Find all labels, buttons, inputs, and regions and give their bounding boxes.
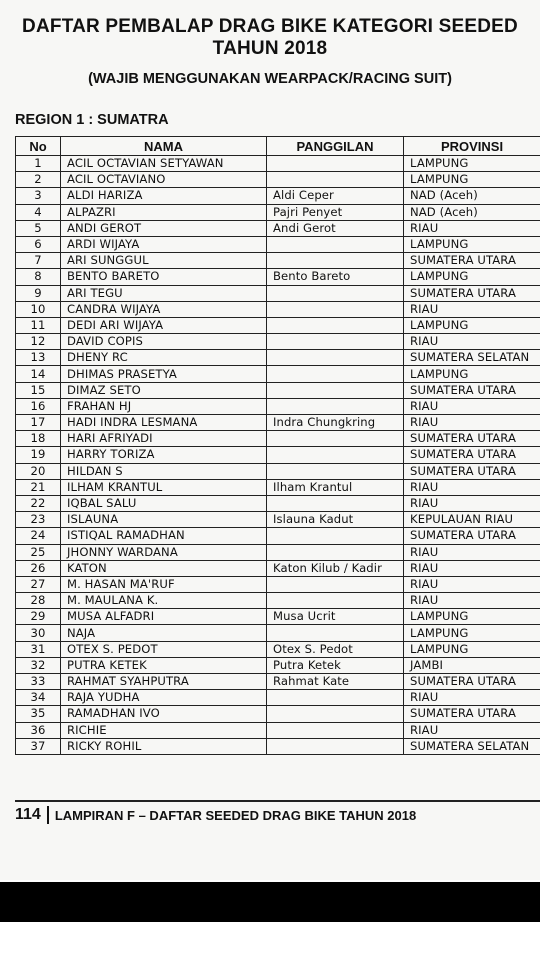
page-number: 114 xyxy=(15,806,41,823)
table-row xyxy=(16,512,540,528)
cell-nama: M. HASAN MA'RUF xyxy=(61,576,267,592)
cell-nama: ALDI HARIZA xyxy=(61,188,267,204)
table-row xyxy=(16,204,540,220)
cell-no: 33 xyxy=(16,674,61,690)
cell-no: 13 xyxy=(16,350,61,366)
cell-panggilan xyxy=(267,528,404,544)
cell-no: 16 xyxy=(16,398,61,414)
table-row xyxy=(16,609,540,625)
cell-panggilan: Ilham Krantul xyxy=(267,479,404,495)
page-subtitle: (WAJIB MENGGUNAKAN WEARPACK/RACING SUIT) xyxy=(88,71,452,87)
footer-caption: LAMPIRAN F – DAFTAR SEEDED DRAG BIKE TAHUN 2018 xyxy=(54,807,417,823)
cell-no: 28 xyxy=(16,593,61,609)
cell-panggilan xyxy=(267,706,404,722)
table-row xyxy=(16,738,540,754)
cell-no: 5 xyxy=(16,220,61,236)
cell-panggilan: Katon Kilub / Kadir xyxy=(267,560,404,576)
cell-provinsi: RIAU xyxy=(404,593,540,609)
cell-no: 22 xyxy=(16,495,61,511)
cell-no: 34 xyxy=(16,690,61,706)
cell-panggilan xyxy=(267,431,404,447)
page-footer xyxy=(15,806,416,824)
cell-panggilan xyxy=(267,690,404,706)
cell-provinsi: SUMATERA UTARA xyxy=(404,463,540,479)
cell-nama: ARDI WIJAYA xyxy=(61,236,267,252)
cell-panggilan xyxy=(267,172,404,188)
cell-provinsi: RIAU xyxy=(404,479,540,495)
cell-panggilan xyxy=(267,350,404,366)
cell-nama: NAJA xyxy=(61,625,267,641)
cell-provinsi: SUMATERA UTARA xyxy=(404,431,540,447)
table-row xyxy=(16,706,540,722)
cell-no: 25 xyxy=(16,544,61,560)
cell-provinsi: NAD (Aceh) xyxy=(404,204,540,220)
cell-nama: HARRY TORIZA xyxy=(61,447,267,463)
table-row xyxy=(16,269,540,285)
cell-panggilan xyxy=(267,156,404,172)
table-row xyxy=(16,317,540,333)
cell-panggilan xyxy=(267,593,404,609)
cell-provinsi: RIAU xyxy=(404,544,540,560)
cell-nama: RAHMAT SYAHPUTRA xyxy=(61,674,267,690)
table-row xyxy=(16,285,540,301)
cell-no: 12 xyxy=(16,334,61,350)
table-row xyxy=(16,188,540,204)
table-row xyxy=(16,560,540,576)
cell-provinsi: LAMPUNG xyxy=(404,641,540,657)
page-title: DAFTAR PEMBALAP DRAG BIKE KATEGORI SEEDED xyxy=(22,16,518,37)
cell-provinsi: LAMPUNG xyxy=(404,236,540,252)
cell-provinsi: SUMATERA UTARA xyxy=(404,382,540,398)
cell-nama: DHIMAS PRASETYA xyxy=(61,366,267,382)
table-row xyxy=(16,576,540,592)
cell-provinsi: SUMATERA UTARA xyxy=(404,706,540,722)
table-row xyxy=(16,382,540,398)
cell-provinsi: SUMATERA UTARA xyxy=(404,253,540,269)
cell-nama: ISTIQAL RAMADHAN xyxy=(61,528,267,544)
table-row xyxy=(16,253,540,269)
cell-provinsi: RIAU xyxy=(404,722,540,738)
cell-no: 36 xyxy=(16,722,61,738)
cell-provinsi: LAMPUNG xyxy=(404,269,540,285)
cell-panggilan xyxy=(267,738,404,754)
cell-panggilan: Islauna Kadut xyxy=(267,512,404,528)
table-row xyxy=(16,366,540,382)
cell-nama: BENTO BARETO xyxy=(61,269,267,285)
cell-nama: PUTRA KETEK xyxy=(61,657,267,673)
cell-nama: RICKY ROHIL xyxy=(61,738,267,754)
table-row xyxy=(16,172,540,188)
cell-no: 32 xyxy=(16,657,61,673)
cell-no: 2 xyxy=(16,172,61,188)
cell-panggilan: Andi Gerot xyxy=(267,220,404,236)
cell-panggilan: Bento Bareto xyxy=(267,269,404,285)
cell-no: 15 xyxy=(16,382,61,398)
cell-nama: OTEX S. PEDOT xyxy=(61,641,267,657)
cell-nama: RAMADHAN IVO xyxy=(61,706,267,722)
table-row xyxy=(16,220,540,236)
cell-provinsi: LAMPUNG xyxy=(404,172,540,188)
cell-nama: ANDI GEROT xyxy=(61,220,267,236)
cell-panggilan xyxy=(267,722,404,738)
cell-panggilan xyxy=(267,625,404,641)
screen-black-bar xyxy=(0,882,540,922)
cell-nama: MUSA ALFADRI xyxy=(61,609,267,625)
cell-provinsi: RIAU xyxy=(404,576,540,592)
cell-nama: ISLAUNA xyxy=(61,512,267,528)
cell-panggilan: Pajri Penyet xyxy=(267,204,404,220)
cell-no: 26 xyxy=(16,560,61,576)
table-row xyxy=(16,690,540,706)
cell-no: 29 xyxy=(16,609,61,625)
cell-no: 9 xyxy=(16,285,61,301)
cell-panggilan xyxy=(267,301,404,317)
cell-panggilan xyxy=(267,398,404,414)
cell-panggilan xyxy=(267,576,404,592)
cell-provinsi: RIAU xyxy=(404,560,540,576)
cell-no: 3 xyxy=(16,188,61,204)
cell-no: 4 xyxy=(16,204,61,220)
cell-nama: RICHIE xyxy=(61,722,267,738)
page-title-year: TAHUN 2018 xyxy=(212,38,328,59)
cell-panggilan xyxy=(267,447,404,463)
cell-provinsi: RIAU xyxy=(404,495,540,511)
cell-provinsi: KEPULAUAN RIAU xyxy=(404,512,540,528)
cell-provinsi: RIAU xyxy=(404,415,540,431)
table-row xyxy=(16,479,540,495)
cell-nama: ALPAZRI xyxy=(61,204,267,220)
cell-no: 8 xyxy=(16,269,61,285)
cell-panggilan xyxy=(267,366,404,382)
cell-provinsi: NAD (Aceh) xyxy=(404,188,540,204)
cell-provinsi: RIAU xyxy=(404,690,540,706)
table-row xyxy=(16,156,540,172)
cell-panggilan xyxy=(267,236,404,252)
cell-no: 19 xyxy=(16,447,61,463)
table-row xyxy=(16,657,540,673)
cell-no: 30 xyxy=(16,625,61,641)
cell-no: 31 xyxy=(16,641,61,657)
cell-nama: DHENY RC xyxy=(61,350,267,366)
cell-no: 1 xyxy=(16,156,61,172)
table-row xyxy=(16,722,540,738)
table-row xyxy=(16,350,540,366)
cell-provinsi: RIAU xyxy=(404,398,540,414)
table-header-row xyxy=(16,137,540,156)
cell-no: 35 xyxy=(16,706,61,722)
cell-provinsi: LAMPUNG xyxy=(404,366,540,382)
table-row xyxy=(16,674,540,690)
table-row xyxy=(16,625,540,641)
column-header-no: No xyxy=(16,137,61,156)
cell-provinsi: SUMATERA UTARA xyxy=(404,447,540,463)
cell-no: 20 xyxy=(16,463,61,479)
cell-nama: FRAHAN HJ xyxy=(61,398,267,414)
cell-panggilan xyxy=(267,253,404,269)
cell-no: 37 xyxy=(16,738,61,754)
cell-panggilan xyxy=(267,544,404,560)
cell-panggilan: Aldi Ceper xyxy=(267,188,404,204)
column-header-panggilan: PANGGILAN xyxy=(267,137,404,156)
cell-provinsi: LAMPUNG xyxy=(404,609,540,625)
cell-nama: HADI INDRA LESMANA xyxy=(61,415,267,431)
cell-panggilan xyxy=(267,317,404,333)
cell-nama: ACIL OCTAVIAN SETYAWAN xyxy=(61,156,267,172)
cell-nama: HILDAN S xyxy=(61,463,267,479)
table-row xyxy=(16,301,540,317)
cell-nama: ARI TEGU xyxy=(61,285,267,301)
cell-provinsi: JAMBI xyxy=(404,657,540,673)
table-row xyxy=(16,593,540,609)
cell-panggilan xyxy=(267,285,404,301)
table-row xyxy=(16,528,540,544)
racer-table xyxy=(15,136,540,755)
cell-provinsi: SUMATERA UTARA xyxy=(404,674,540,690)
cell-nama: DIMAZ SETO xyxy=(61,382,267,398)
cell-nama: CANDRA WIJAYA xyxy=(61,301,267,317)
cell-no: 17 xyxy=(16,415,61,431)
region-heading: REGION 1 : SUMATRA xyxy=(15,112,169,128)
cell-provinsi: LAMPUNG xyxy=(404,625,540,641)
cell-nama: HARI AFRIYADI xyxy=(61,431,267,447)
cell-no: 7 xyxy=(16,253,61,269)
cell-nama: RAJA YUDHA xyxy=(61,690,267,706)
cell-no: 14 xyxy=(16,366,61,382)
cell-provinsi: RIAU xyxy=(404,220,540,236)
cell-panggilan: Putra Ketek xyxy=(267,657,404,673)
cell-provinsi: SUMATERA UTARA xyxy=(404,528,540,544)
cell-no: 6 xyxy=(16,236,61,252)
table-row xyxy=(16,447,540,463)
cell-no: 21 xyxy=(16,479,61,495)
column-header-provinsi: PROVINSI xyxy=(404,137,540,156)
cell-panggilan: Rahmat Kate xyxy=(267,674,404,690)
cell-nama: KATON xyxy=(61,560,267,576)
cell-no: 23 xyxy=(16,512,61,528)
column-header-nama: NAMA xyxy=(61,137,267,156)
cell-no: 24 xyxy=(16,528,61,544)
cell-panggilan xyxy=(267,495,404,511)
cell-nama: DEDI ARI WIJAYA xyxy=(61,317,267,333)
cell-provinsi: LAMPUNG xyxy=(404,317,540,333)
table-row xyxy=(16,398,540,414)
cell-nama: ILHAM KRANTUL xyxy=(61,479,267,495)
cell-nama: M. MAULANA K. xyxy=(61,593,267,609)
cell-provinsi: SUMATERA UTARA xyxy=(404,285,540,301)
cell-nama: ARI SUNGGUL xyxy=(61,253,267,269)
cell-nama: JHONNY WARDANA xyxy=(61,544,267,560)
table-row xyxy=(16,334,540,350)
footer-separator xyxy=(47,806,49,824)
table-row xyxy=(16,641,540,657)
table-row xyxy=(16,495,540,511)
table-row xyxy=(16,463,540,479)
cell-no: 10 xyxy=(16,301,61,317)
table-row xyxy=(16,431,540,447)
cell-provinsi: SUMATERA SELATAN xyxy=(404,350,540,366)
cell-panggilan: Otex S. Pedot xyxy=(267,641,404,657)
cell-panggilan: Musa Ucrit xyxy=(267,609,404,625)
cell-panggilan xyxy=(267,334,404,350)
cell-nama: DAVID COPIS xyxy=(61,334,267,350)
cell-provinsi: SUMATERA SELATAN xyxy=(404,738,540,754)
footer-divider xyxy=(15,800,540,802)
cell-panggilan: Indra Chungkring xyxy=(267,415,404,431)
cell-no: 18 xyxy=(16,431,61,447)
cell-panggilan xyxy=(267,382,404,398)
table-row xyxy=(16,236,540,252)
cell-provinsi: RIAU xyxy=(404,301,540,317)
cell-nama: IQBAL SALU xyxy=(61,495,267,511)
cell-provinsi: RIAU xyxy=(404,334,540,350)
cell-no: 27 xyxy=(16,576,61,592)
cell-provinsi: LAMPUNG xyxy=(404,156,540,172)
cell-nama: ACIL OCTAVIANO xyxy=(61,172,267,188)
table-row xyxy=(16,415,540,431)
cell-panggilan xyxy=(267,463,404,479)
table-row xyxy=(16,544,540,560)
cell-no: 11 xyxy=(16,317,61,333)
